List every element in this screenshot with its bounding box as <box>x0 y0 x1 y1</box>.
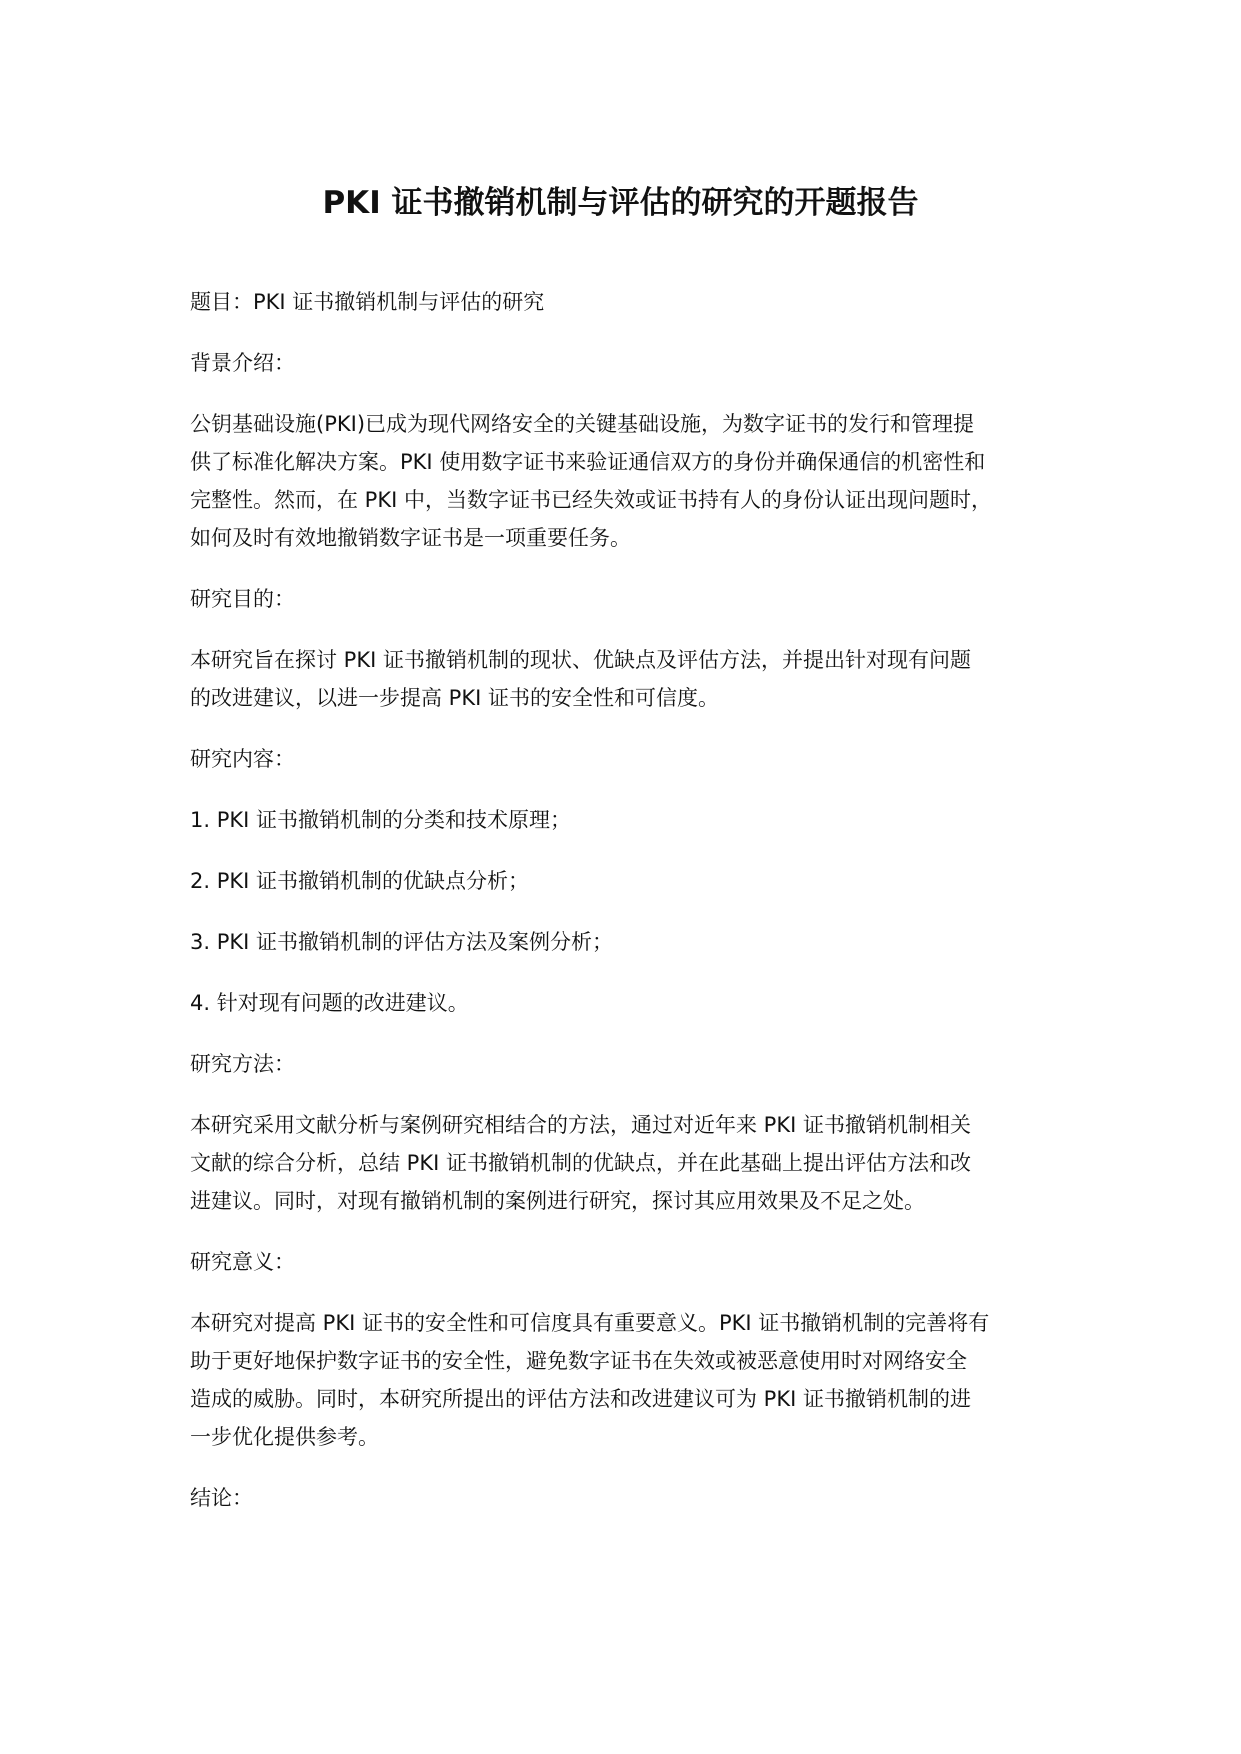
text-line: 公钥基础设施(PKI)已成为现代网络安全的关键基础设施，为数字证书的发行和管理提 <box>190 412 975 436</box>
paragraph <box>190 283 1090 321</box>
text-line: 造成的威胁。同时，本研究所提出的评估方法和改进建议可为 PKI 证书撤销机制的进 <box>190 1387 971 1411</box>
text-line: 1. PKI 证书撤销机制的分类和技术原理； <box>190 808 572 832</box>
paragraph <box>190 344 1090 382</box>
paragraph <box>190 1045 1090 1083</box>
document-title: PKI 证书撤销机制与评估的研究的开题报告 <box>322 185 919 221</box>
text-line: 4. 针对现有问题的改进建议。 <box>190 991 469 1015</box>
paragraph <box>190 1106 1090 1220</box>
text-line: 一步优化提供参考。 <box>190 1425 379 1449</box>
text-line: 助于更好地保护数字证书的安全性，避免数字证书在失效或被恶意使用时对网络安全 <box>190 1349 967 1373</box>
text-line: 的改进建议，以进一步提高 PKI 证书的安全性和可信度。 <box>190 686 719 710</box>
paragraph <box>190 580 1090 618</box>
text-line: 供了标准化解决方案。PKI 使用数字证书来验证通信双方的身份并确保通信的机密性和 <box>190 450 986 474</box>
text-line: 题目：PKI 证书撤销机制与评估的研究 <box>190 290 545 314</box>
text-line: 本研究对提高 PKI 证书的安全性和可信度具有重要意义。PKI 证书撤销机制的完善将有 <box>190 1311 990 1335</box>
paragraph <box>190 923 1090 961</box>
text-line: 背景介绍： <box>190 351 295 375</box>
text-line: 本研究采用文献分析与案例研究相结合的方法，通过对近年来 PKI 证书撤销机制相关 <box>190 1113 971 1137</box>
text-line: 完整性。然而，在 PKI 中，当数字证书已经失效或证书持有人的身份认证出现问题时， <box>190 488 992 512</box>
paragraph <box>190 984 1090 1022</box>
document-body <box>190 283 1090 1540</box>
text-line: 研究方法： <box>190 1052 295 1076</box>
paragraph <box>190 1243 1090 1281</box>
text-line: 研究目的： <box>190 587 295 611</box>
paragraph <box>190 740 1090 778</box>
text-line: 研究意义： <box>190 1250 295 1274</box>
text-line: 如何及时有效地撤销数字证书是一项重要任务。 <box>190 526 631 550</box>
paragraph <box>190 1479 1090 1517</box>
paragraph <box>190 1304 1090 1456</box>
text-line: 结论： <box>190 1486 253 1510</box>
text-line: 2. PKI 证书撤销机制的优缺点分析； <box>190 869 530 893</box>
paragraph <box>190 641 1090 717</box>
text-line: 文献的综合分析，总结 PKI 证书撤销机制的优缺点，并在此基础上提出评估方法和改 <box>190 1151 971 1175</box>
paragraph <box>190 862 1090 900</box>
text-line: 3. PKI 证书撤销机制的评估方法及案例分析； <box>190 930 614 954</box>
text-line: 本研究旨在探讨 PKI 证书撤销机制的现状、优缺点及评估方法，并提出针对现有问题 <box>190 648 971 672</box>
paragraph <box>190 405 1090 557</box>
text-line: 研究内容： <box>190 747 295 771</box>
text-line: 进建议。同时，对现有撤销机制的案例进行研究，探讨其应用效果及不足之处。 <box>190 1189 925 1213</box>
paragraph <box>190 801 1090 839</box>
